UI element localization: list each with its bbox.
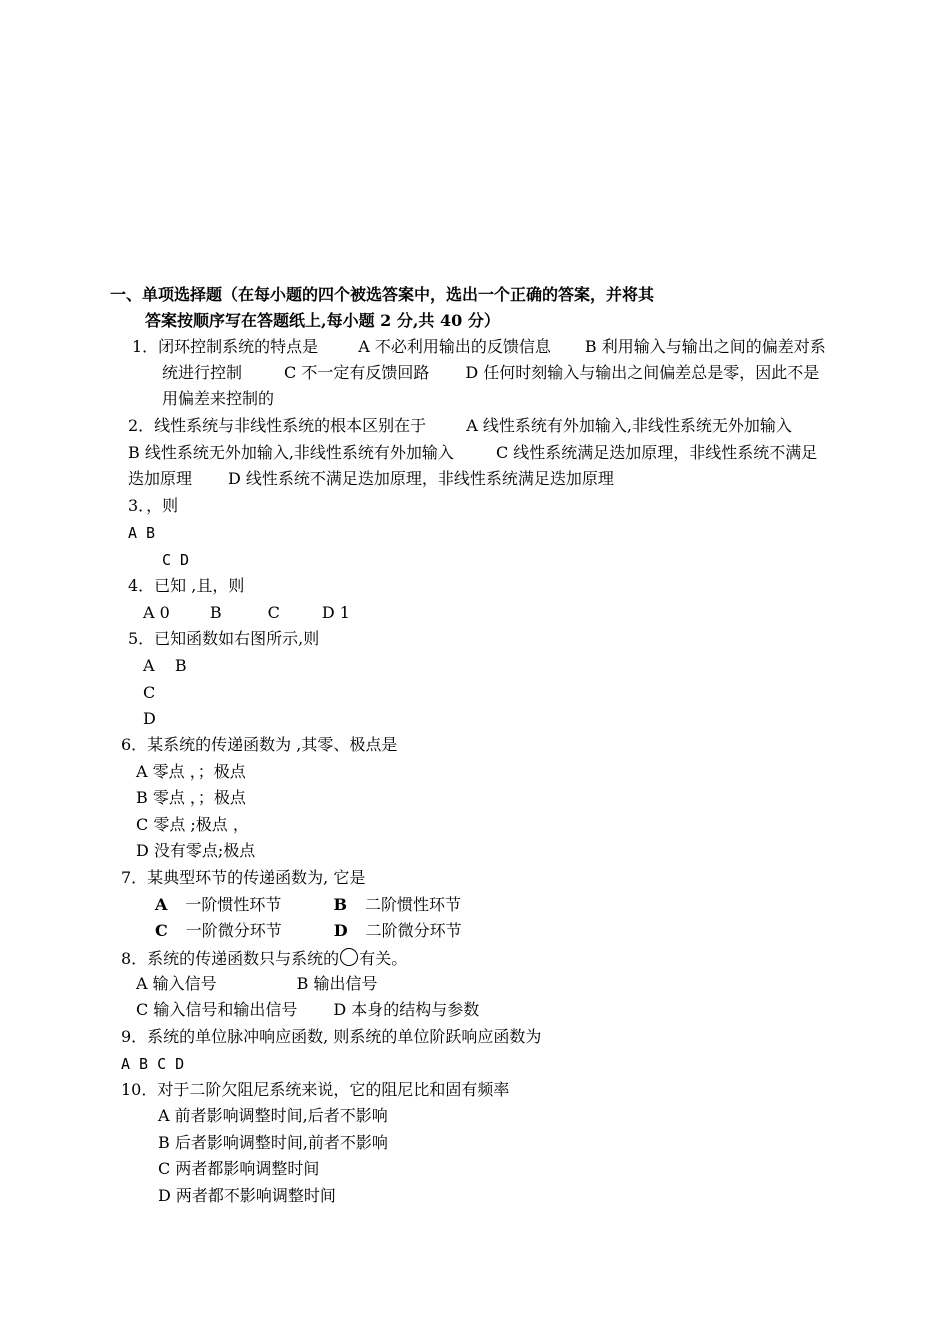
q10-option-b: B 后者影响调整时间,前者不影响 [158, 1133, 388, 1152]
q3-options-cd: C D [162, 551, 190, 569]
q7-option-c: 一阶微分环节 [185, 921, 282, 940]
q7-option-b: 二阶惯性环节 [364, 895, 461, 914]
q1-option-b: B 利用输入与输出之间的偏差对系 [584, 337, 826, 356]
question-1 [132, 337, 826, 357]
question-4-stem: 4．已知 ,且，则 [128, 576, 245, 595]
q5-option-d: D [143, 709, 156, 728]
question-6-stem: 6．某系统的传递函数为 ,其零、极点是 [121, 735, 398, 754]
q9-options: A B C D [121, 1055, 185, 1073]
q4-option-c: C [267, 603, 280, 622]
question-9-stem: 9．系统的单位脉冲响应函数, 则系统的单位阶跃响应函数为 [121, 1027, 542, 1046]
q8-option-a: A 输入信号 [136, 974, 217, 993]
q6-option-c: C 零点 ;极点 ， [136, 815, 249, 834]
q7-option-c-letter: C [155, 921, 168, 940]
question-3-stem: 3．，则 [128, 496, 179, 515]
question-7-row2 [155, 921, 462, 941]
q8-stem-before: 8．系统的传递函数只与系统的 [121, 949, 340, 968]
q10-option-a: A 前者影响调整时间,后者不影响 [158, 1106, 388, 1125]
question-8-stem [121, 948, 407, 969]
q5-options-ab: A B [143, 656, 187, 675]
blank-circle-icon [340, 948, 358, 966]
q5-option-c: C [143, 683, 156, 702]
q8-stem-after: 有关。 [359, 949, 408, 968]
q2-option-d: D 线性系统不满足迭加原理，非线性系统满足迭加原理 [228, 469, 614, 488]
question-8-row2 [136, 1000, 479, 1020]
question-1-line2 [162, 363, 819, 383]
q6-option-b: B 零点 ，；极点 [136, 788, 246, 807]
q4-option-b: B [209, 603, 222, 622]
section-heading-line2: 答案按顺序写在答题纸上,每小题 2 分,共 40 分） [145, 311, 500, 330]
q4-option-a: A 0 [143, 603, 170, 622]
q10-option-c: C 两者都影响调整时间 [158, 1159, 320, 1178]
question-5-stem: 5．已知函数如右图所示,则 [128, 629, 320, 648]
q8-option-c: C 输入信号和输出信号 [136, 1000, 298, 1019]
q7-option-a-letter: A [155, 895, 168, 914]
q1-option-d-cont: 用偏差来控制的 [162, 389, 275, 408]
q6-option-d: D 没有零点;极点 [136, 841, 256, 860]
question-7-row1 [155, 895, 461, 915]
q7-option-d-letter: D [333, 921, 348, 940]
q7-option-a: 一阶惯性环节 [185, 895, 282, 914]
q2-option-c-cont: 迭加原理 [128, 469, 193, 488]
question-7-stem: 7．某典型环节的传递函数为, 它是 [121, 868, 366, 887]
question-4-options [143, 603, 350, 623]
q3-options-ab: A B [128, 524, 156, 542]
question-8-row1 [136, 974, 378, 994]
q7-option-d: 二阶微分环节 [365, 921, 462, 940]
q1-option-a: A 不必利用输出的反馈信息 [358, 337, 551, 356]
q10-option-d: D 两者都不影响调整时间 [158, 1186, 336, 1205]
q2-stem: 2．线性系统与非线性系统的根本区别在于 [128, 416, 427, 435]
q6-option-a: A 零点 ，；极点 [136, 762, 246, 781]
question-10-stem: 10．对于二阶欠阻尼系统来说，它的阻尼比和固有频率 [121, 1080, 510, 1099]
question-2-line3 [128, 469, 614, 489]
q2-option-c: C 线性系统满足迭加原理，非线性系统不满足 [495, 443, 818, 462]
section-heading-line1: 一、单项选择题（在每小题的四个被选答案中，选出一个正确的答案，并将其 [110, 285, 655, 304]
q1-option-d: D 任何时刻输入与输出之间偏差总是零，因此不是 [465, 363, 820, 382]
q1-option-c: C 不一定有反馈回路 [284, 363, 430, 382]
question-2-line2 [128, 443, 817, 463]
q1-stem: 1．闭环控制系统的特点是 [132, 337, 319, 356]
q2-option-b: B 线性系统无外加输入,非线性系统有外加输入 [128, 443, 454, 462]
q7-option-b-letter: B [333, 895, 347, 914]
q8-option-b: B 输出信号 [296, 974, 378, 993]
q4-option-d: D 1 [321, 603, 350, 622]
q2-option-a: A 线性系统有外加输入,非线性系统无外加输入 [466, 416, 792, 435]
q1-option-b-cont: 统进行控制 [162, 363, 243, 382]
q8-option-d: D 本身的结构与参数 [333, 1000, 480, 1019]
question-2 [128, 416, 792, 436]
